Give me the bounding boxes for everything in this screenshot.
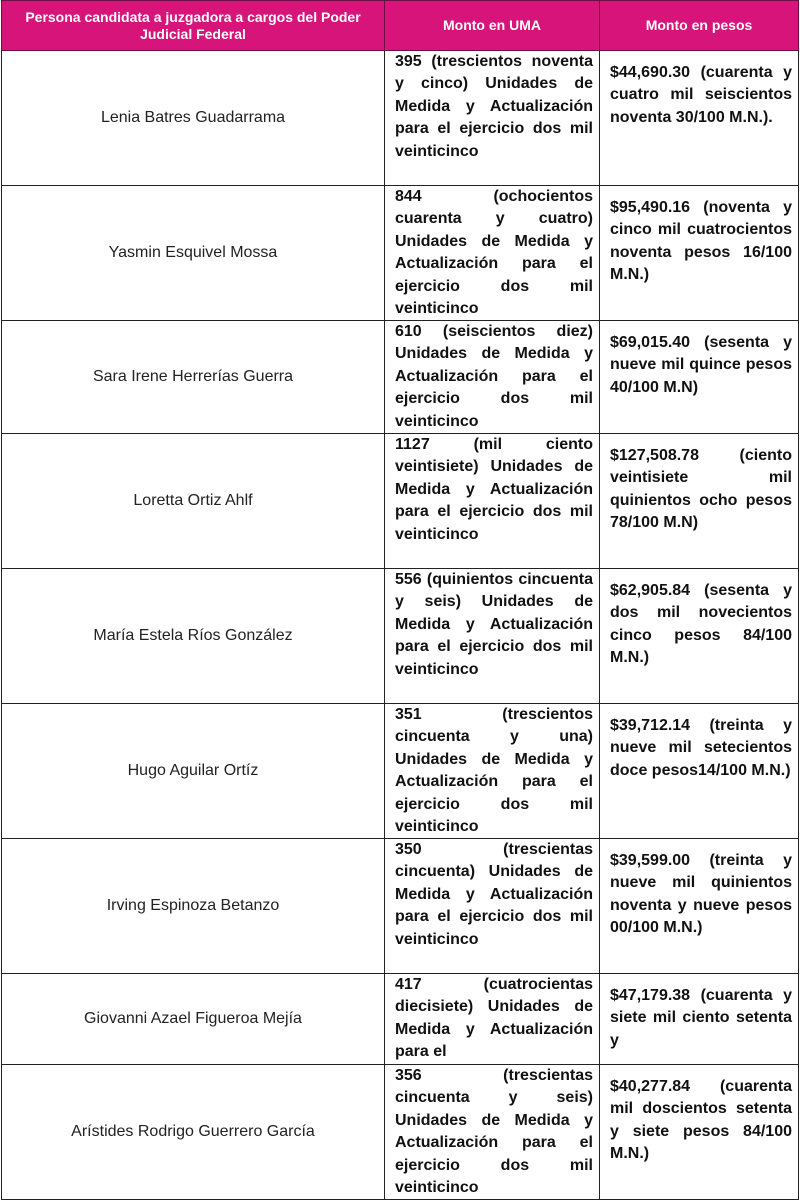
table-row	[2, 569, 799, 704]
table-row	[2, 51, 799, 186]
pesos-amount: $44,690.30 (cuarenta y cuatro mil seiscientos noventa 30/100 M.N.).	[610, 64, 792, 126]
table-row	[2, 974, 799, 1065]
uma-amount: 1127 (mil ciento veintisiete) Unidades de Medida y Actualización para el ejercicio dos mil veinticinco	[395, 436, 593, 543]
candidate-name: Yasmin Esquivel Mossa	[2, 186, 385, 321]
header-pesos: Monto en pesos	[600, 1, 799, 51]
candidate-name: Loretta Ortiz Ahlf	[2, 434, 385, 569]
uma-amount: 351 (trescientos cincuenta y una) Unidades de Medida y Actualización para el ejercicio dos mil veinticinco	[395, 706, 593, 836]
pesos-amount: $127,508.78 (ciento veintisiete mil quinientos ocho pesos 78/100 M.N)	[610, 447, 792, 532]
uma-amount: 356 (trescientas cincuenta y seis) Unidades de Medida y Actualización para el ejercicio dos mil veinticinco	[395, 1067, 593, 1197]
pesos-amount: $95,490.16 (noventa y cinco mil cuatrocientos noventa pesos 16/100 M.N.)	[610, 199, 792, 284]
table-row	[2, 321, 799, 434]
candidate-name: María Estela Ríos González	[2, 569, 385, 704]
table-header-row	[2, 1, 799, 51]
uma-amount: 556 (quinientos cincuenta y seis) Unidades de Medida y Actualización para el ejercicio dos mil veinticinco	[395, 571, 593, 678]
candidate-name: Giovanni Azael Figueroa Mejía	[2, 974, 385, 1065]
uma-amount: 844 (ochocientos cuarenta y cuatro) Unidades de Medida y Actualización para el ejercicio dos mil veinticinco	[395, 188, 593, 318]
pesos-amount: $40,277.84 (cuarenta mil doscientos setenta y siete pesos 84/100 M.N.)	[610, 1078, 792, 1163]
uma-amount: 610 (seiscientos diez) Unidades de Medida y Actualización para el ejercicio dos mil veinticinco	[395, 323, 593, 430]
table-row	[2, 839, 799, 974]
table-row	[2, 704, 799, 839]
candidate-name: Arístides Rodrigo Guerrero García	[2, 1065, 385, 1200]
uma-amount: 395 (trescientos noventa y cinco) Unidades de Medida y Actualización para el ejercicio dos mil veinticinco	[395, 53, 593, 160]
pesos-amount: $69,015.40 (sesenta y nueve mil quince pesos 40/100 M.N)	[610, 334, 792, 396]
candidates-table	[1, 0, 799, 1200]
candidate-name: Irving Espinoza Betanzo	[2, 839, 385, 974]
candidate-name: Lenia Batres Guadarrama	[2, 51, 385, 186]
candidate-name: Hugo Aguilar Ortíz	[2, 704, 385, 839]
uma-amount: 350 (trescientas cincuenta) Unidades de Medida y Actualización para el ejercicio dos mil veinticinco	[395, 841, 593, 948]
pesos-amount: $47,179.38 (cuarenta y siete mil ciento setenta y	[610, 987, 792, 1049]
table-row	[2, 1065, 799, 1200]
header-candidate: Persona candidata a juzgadora a cargos del Poder Judicial Federal	[2, 1, 385, 51]
candidate-name: Sara Irene Herrerías Guerra	[2, 321, 385, 434]
pesos-amount: $39,599.00 (treinta y nueve mil quinientos noventa y nueve pesos 00/100 M.N.)	[610, 852, 792, 937]
pesos-amount: $39,712.14 (treinta y nueve mil setecientos doce pesos14/100 M.N.)	[610, 717, 792, 779]
pesos-amount: $62,905.84 (sesenta y dos mil novecientos cinco pesos 84/100 M.N.)	[610, 582, 792, 667]
header-uma: Monto en UMA	[385, 1, 600, 51]
table-row	[2, 186, 799, 321]
uma-amount: 417 (cuatrocientas diecisiete) Unidades de Medida y Actualización para el	[395, 976, 593, 1061]
table-row	[2, 434, 799, 569]
